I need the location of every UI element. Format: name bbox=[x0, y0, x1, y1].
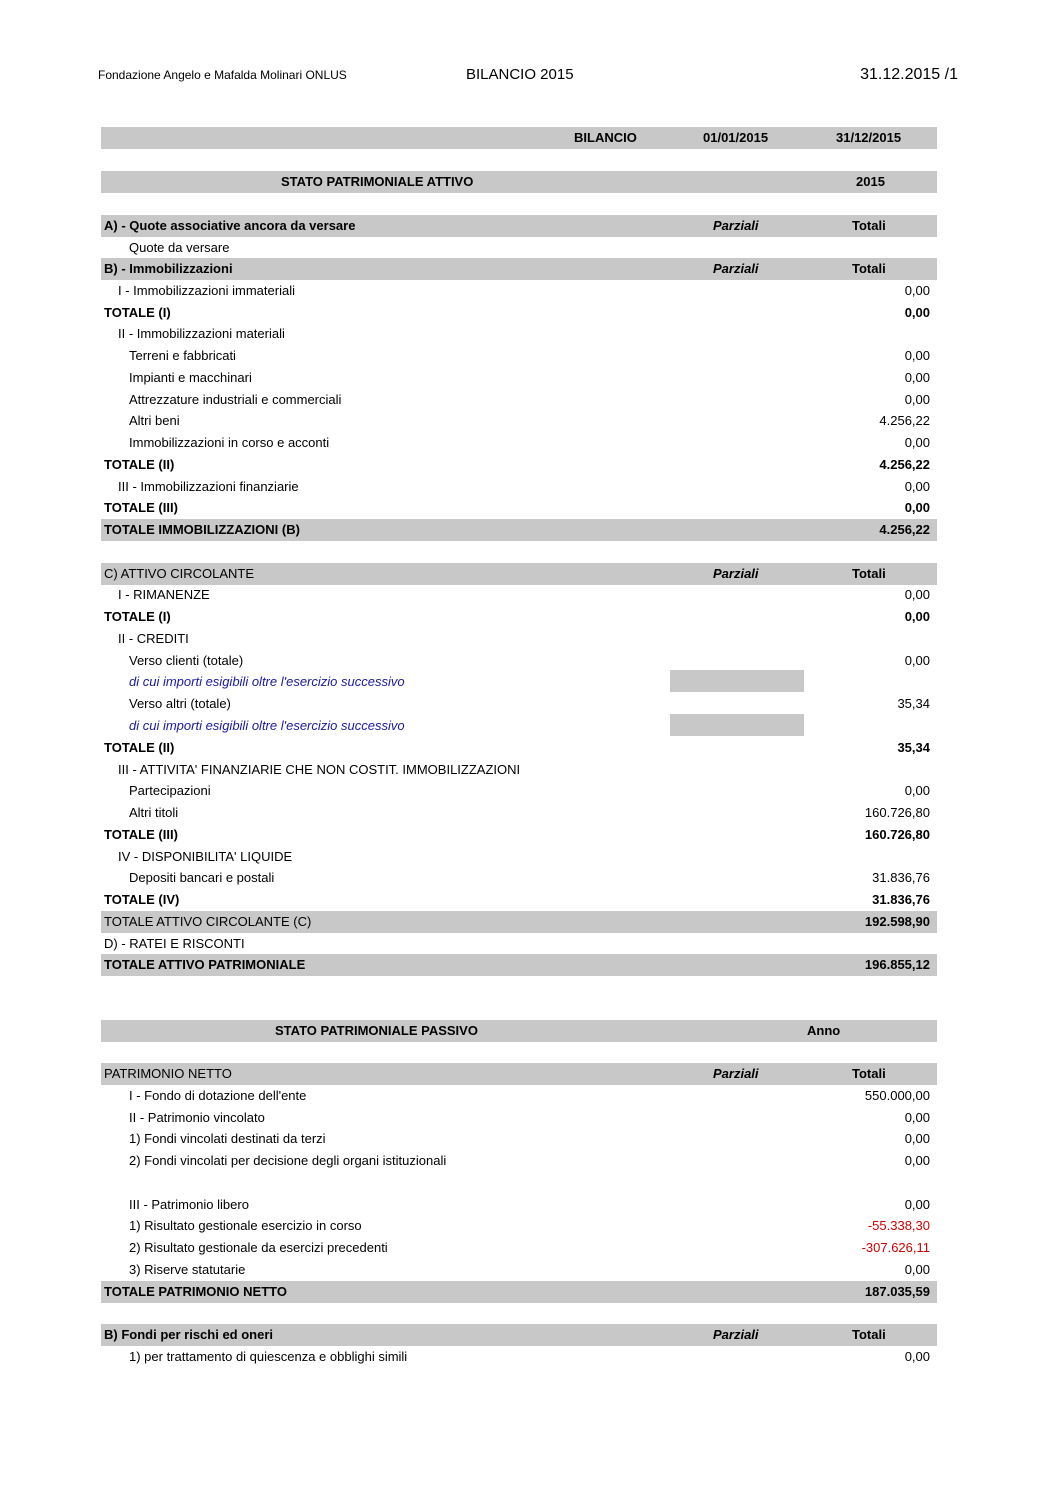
row-label: Partecipazioni bbox=[129, 783, 211, 798]
table-row bbox=[101, 389, 937, 411]
row-value: 160.726,80 bbox=[864, 805, 930, 820]
row-label: II - Immobilizzazioni materiali bbox=[118, 326, 285, 341]
row-label: Depositi bancari e postali bbox=[129, 870, 275, 885]
period-end: 31/12/2015 bbox=[836, 130, 902, 145]
section-a-row bbox=[101, 215, 937, 237]
row-label: Altri titoli bbox=[129, 805, 179, 820]
total-value: 4.256,22 bbox=[879, 522, 930, 537]
table-row bbox=[101, 628, 937, 650]
fondi-rischi-title: B) Fondi per rischi ed oneri bbox=[104, 1327, 274, 1342]
parziali-heading: Parziali bbox=[713, 566, 759, 581]
row-value: 0,00 bbox=[904, 653, 930, 668]
organization-name: Fondazione Angelo e Mafalda Molinari ONLUS bbox=[98, 68, 347, 82]
table-row bbox=[101, 323, 937, 345]
fondi-rischi-row bbox=[101, 1324, 937, 1346]
attivo-title: STATO PATRIMONIALE ATTIVO bbox=[281, 174, 474, 189]
table-row bbox=[101, 1194, 937, 1216]
table-row bbox=[101, 1150, 937, 1172]
table-row bbox=[101, 933, 937, 955]
table-row bbox=[101, 802, 937, 824]
patrimonio-netto-row bbox=[101, 1063, 937, 1085]
period-header-row bbox=[101, 127, 937, 149]
row-label: I - Fondo di dotazione dell'ente bbox=[129, 1088, 307, 1103]
table-row bbox=[101, 280, 937, 302]
total-label: TOTALE IMMOBILIZZAZIONI (B) bbox=[104, 522, 300, 537]
row-label: I - RIMANENZE bbox=[118, 587, 210, 602]
row-label: 1) per trattamento di quiescenza e obblighi simili bbox=[129, 1349, 408, 1364]
grand-total-row bbox=[101, 1281, 937, 1303]
parziali-heading: Parziali bbox=[713, 1327, 759, 1342]
row-label: III - Immobilizzazioni finanziarie bbox=[118, 479, 299, 494]
row-value: 0,00 bbox=[904, 1153, 930, 1168]
total-label: TOTALE (IV) bbox=[104, 892, 180, 907]
row-label: 1) Fondi vincolati destinati da terzi bbox=[129, 1131, 326, 1146]
total-label: TOTALE (II) bbox=[104, 457, 175, 472]
attivo-year: 2015 bbox=[856, 174, 885, 189]
parziali-heading: Parziali bbox=[713, 218, 759, 233]
total-row bbox=[101, 824, 937, 846]
table-row bbox=[101, 432, 937, 454]
total-value: 35,34 bbox=[897, 740, 930, 755]
patrimonio-netto-title: PATRIMONIO NETTO bbox=[104, 1066, 232, 1081]
total-label: TOTALE (I) bbox=[104, 305, 171, 320]
grand-total-row bbox=[101, 954, 937, 976]
row-value: 0,00 bbox=[904, 392, 930, 407]
total-value: 160.726,80 bbox=[864, 827, 930, 842]
period-start: 01/01/2015 bbox=[703, 130, 769, 145]
total-label: TOTALE (III) bbox=[104, 827, 178, 842]
attivo-title-row bbox=[101, 171, 937, 193]
section-a-title: A) - Quote associative ancora da versare bbox=[104, 218, 356, 233]
passivo-title: STATO PATRIMONIALE PASSIVO bbox=[275, 1023, 478, 1038]
document-title: BILANCIO 2015 bbox=[466, 66, 574, 83]
table-row bbox=[101, 410, 937, 432]
table-row bbox=[101, 1259, 937, 1281]
total-row bbox=[101, 737, 937, 759]
total-value: 0,00 bbox=[904, 305, 930, 320]
row-label: I - Immobilizzazioni immateriali bbox=[118, 283, 295, 298]
row-value: -55.338,30 bbox=[867, 1218, 930, 1233]
total-label: TOTALE (I) bbox=[104, 609, 171, 624]
row-label: Attrezzature industriali e commerciali bbox=[129, 392, 342, 407]
total-label: TOTALE PATRIMONIO NETTO bbox=[104, 1284, 287, 1299]
passivo-anno: Anno bbox=[807, 1023, 841, 1038]
totali-heading: Totali bbox=[852, 566, 886, 581]
row-value: 0,00 bbox=[904, 1262, 930, 1277]
total-label: TOTALE ATTIVO PATRIMONIALE bbox=[104, 957, 306, 972]
table-row bbox=[101, 846, 937, 868]
total-label: TOTALE (II) bbox=[104, 740, 175, 755]
quote-label: Quote da versare bbox=[129, 240, 230, 255]
row-label: 2) Risultato gestionale da esercizi precedenti bbox=[129, 1240, 388, 1255]
table-row bbox=[101, 476, 937, 498]
total-label: TOTALE ATTIVO CIRCOLANTE (C) bbox=[104, 914, 312, 929]
row-label: 1) Risultato gestionale esercizio in corso bbox=[129, 1218, 362, 1233]
row-value: 0,00 bbox=[904, 1131, 930, 1146]
table-row bbox=[101, 1215, 937, 1237]
table-row bbox=[101, 345, 937, 367]
table-row bbox=[101, 650, 937, 672]
quote-row bbox=[101, 237, 937, 259]
parziali-heading: Parziali bbox=[713, 261, 759, 276]
row-label: Impianti e macchinari bbox=[129, 370, 252, 385]
note-label: di cui importi esigibili oltre l'esercizio successivo bbox=[129, 674, 405, 689]
row-label: III - ATTIVITA' FINANZIARIE CHE NON COSTIT. IMMOBILIZZAZIONI bbox=[118, 762, 521, 777]
row-label: D) - RATEI E RISCONTI bbox=[104, 936, 245, 951]
table-row bbox=[101, 693, 937, 715]
table-row bbox=[101, 1085, 937, 1107]
table-row bbox=[101, 1346, 937, 1368]
row-value: 550.000,00 bbox=[864, 1088, 930, 1103]
table-row bbox=[101, 1237, 937, 1259]
row-label: II - Patrimonio vincolato bbox=[129, 1110, 265, 1125]
table-row bbox=[101, 780, 937, 802]
total-value: 187.035,59 bbox=[864, 1284, 930, 1299]
row-label: 2) Fondi vincolati per decisione degli organi istituzionali bbox=[129, 1153, 447, 1168]
total-value: 192.598,90 bbox=[864, 914, 930, 929]
note-row bbox=[101, 671, 937, 693]
section-c-title: C) ATTIVO CIRCOLANTE bbox=[104, 566, 254, 581]
note-row bbox=[101, 715, 937, 737]
note-label: di cui importi esigibili oltre l'esercizio successivo bbox=[129, 718, 405, 733]
total-row bbox=[101, 302, 937, 324]
row-label: III - Patrimonio libero bbox=[129, 1197, 249, 1212]
section-b-title: B) - Immobilizzazioni bbox=[104, 261, 233, 276]
row-value: 0,00 bbox=[904, 587, 930, 602]
total-row bbox=[101, 497, 937, 519]
row-label: Verso clienti (totale) bbox=[129, 653, 244, 668]
table-row bbox=[101, 1128, 937, 1150]
total-label: TOTALE (III) bbox=[104, 500, 178, 515]
total-value: 31.836,76 bbox=[872, 892, 930, 907]
total-row bbox=[101, 889, 937, 911]
row-value: 0,00 bbox=[904, 783, 930, 798]
row-value: 0,00 bbox=[904, 435, 930, 450]
row-value: 4.256,22 bbox=[879, 413, 930, 428]
row-value: 0,00 bbox=[904, 348, 930, 363]
table-row bbox=[101, 759, 937, 781]
row-value: 0,00 bbox=[904, 479, 930, 494]
row-value: 0,00 bbox=[904, 370, 930, 385]
total-row bbox=[101, 454, 937, 476]
row-label: Terreni e fabbricati bbox=[129, 348, 236, 363]
row-label: IV - DISPONIBILITA' LIQUIDE bbox=[118, 849, 293, 864]
table-row bbox=[101, 367, 937, 389]
total-value: 0,00 bbox=[904, 609, 930, 624]
row-label: Immobilizzazioni in corso e acconti bbox=[129, 435, 330, 450]
row-label: Altri beni bbox=[129, 413, 180, 428]
grand-total-row bbox=[101, 519, 937, 541]
totali-heading: Totali bbox=[852, 1327, 886, 1342]
table-row bbox=[101, 584, 937, 606]
date-page-number: 31.12.2015 /1 bbox=[860, 66, 958, 83]
totali-heading: Totali bbox=[852, 261, 886, 276]
total-row bbox=[101, 606, 937, 628]
row-label: Verso altri (totale) bbox=[129, 696, 231, 711]
section-c-row bbox=[101, 563, 937, 585]
total-value: 4.256,22 bbox=[879, 457, 930, 472]
total-value: 0,00 bbox=[904, 500, 930, 515]
row-value: 35,34 bbox=[897, 696, 930, 711]
row-label: 3) Riserve statutarie bbox=[129, 1262, 246, 1277]
row-value: 0,00 bbox=[904, 1197, 930, 1212]
row-value: 0,00 bbox=[904, 1110, 930, 1125]
table-row bbox=[101, 1107, 937, 1129]
passivo-title-row bbox=[101, 1020, 937, 1042]
total-value: 196.855,12 bbox=[864, 957, 930, 972]
table-row bbox=[101, 867, 937, 889]
totali-heading: Totali bbox=[852, 218, 886, 233]
row-label: II - CREDITI bbox=[118, 631, 189, 646]
grand-total-row bbox=[101, 911, 937, 933]
row-value: 0,00 bbox=[904, 283, 930, 298]
row-value: 31.836,76 bbox=[872, 870, 930, 885]
section-b-row bbox=[101, 258, 937, 280]
period-label: BILANCIO bbox=[574, 130, 637, 145]
parziali-heading: Parziali bbox=[713, 1066, 759, 1081]
row-value: -307.626,11 bbox=[861, 1240, 930, 1255]
totali-heading: Totali bbox=[852, 1066, 886, 1081]
row-value: 0,00 bbox=[904, 1349, 930, 1364]
